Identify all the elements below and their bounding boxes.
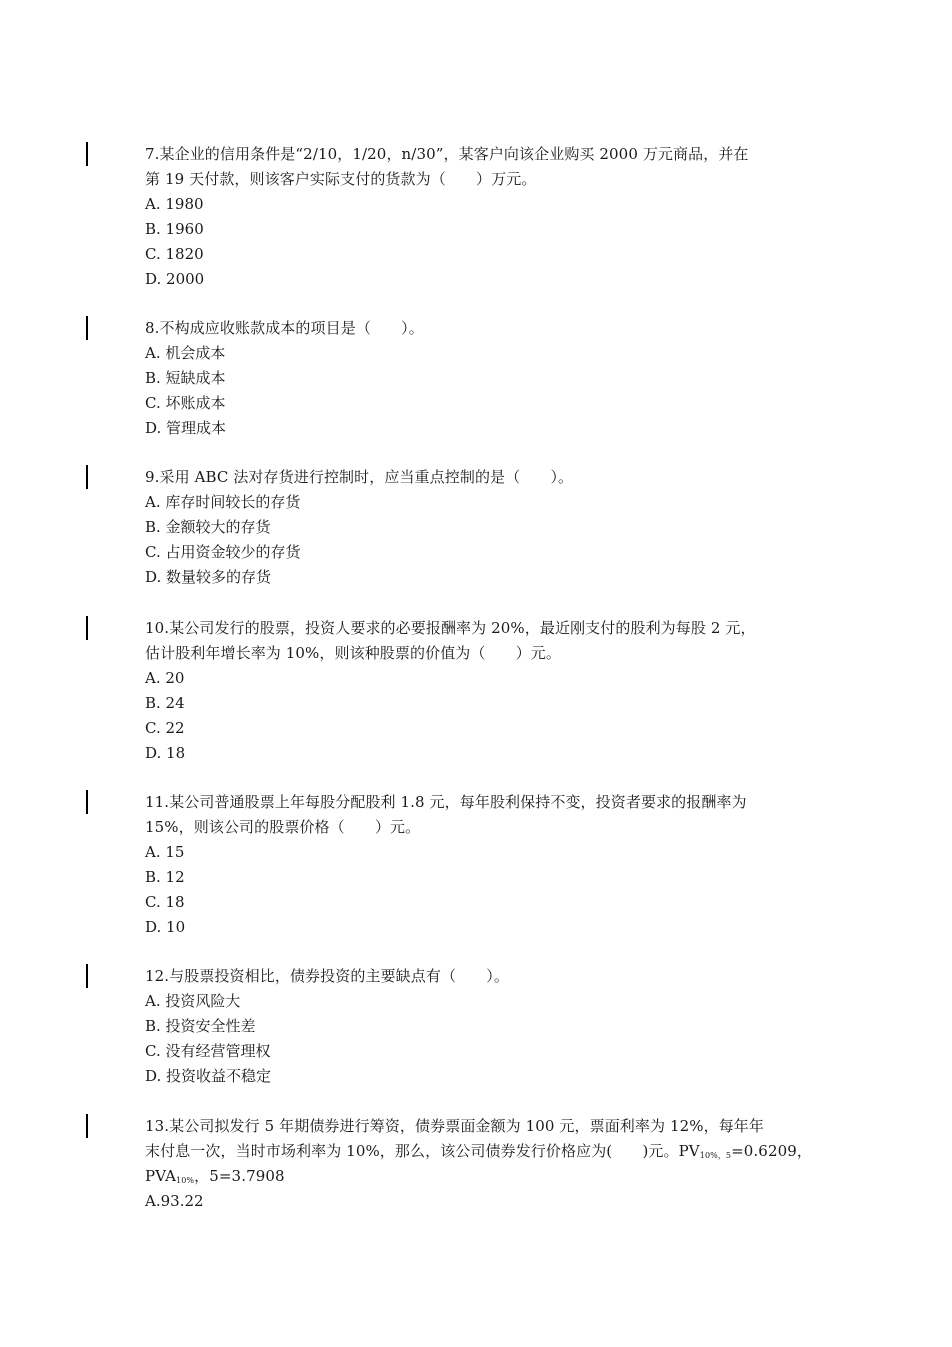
margin-bar (86, 964, 88, 988)
question-8 (145, 316, 825, 441)
question-text-line: 估计股利年增长率为 10%，则该种股票的价值为（ ）元。 (145, 644, 562, 662)
text-segment: =0.6209， (731, 1142, 812, 1160)
question-text-line (145, 1164, 825, 1189)
option-b: B. 短缺成本 (145, 369, 226, 387)
margin-bar (86, 465, 88, 489)
margin-bar (86, 1114, 88, 1138)
question-text-line: 第 19 天付款，则该客户实际支付的货款为（ ）万元。 (145, 170, 537, 188)
question-text-line: 10.某公司发行的股票，投资人要求的必要报酬率为 20%，最近刚支付的股利为每股 2 元， (145, 619, 756, 637)
option-b: B. 24 (145, 694, 185, 712)
subscript: 10%，5 (699, 1151, 732, 1160)
question-text-line: 13.某公司拟发行 5 年期债券进行筹资，债券票面金额为 100 元，票面利率为 12%，每年年 (145, 1117, 765, 1135)
text-segment: ，5=3.7908 (194, 1167, 285, 1185)
option-c: C. 没有经营管理权 (145, 1042, 271, 1060)
margin-bar (86, 790, 88, 814)
question-11 (145, 790, 825, 940)
question-text-line (145, 1139, 825, 1164)
option-c: C. 1820 (145, 245, 204, 263)
option-a: A. 15 (145, 843, 185, 861)
question-text-line: 8.不构成应收账款成本的项目是（ ）。 (145, 319, 424, 337)
option-c: C. 占用资金较少的存货 (145, 543, 301, 561)
option-b: B. 投资安全性差 (145, 1017, 256, 1035)
question-9 (145, 465, 825, 590)
option-a: A. 机会成本 (145, 344, 226, 362)
question-text-line: 7.某企业的信用条件是“2/10，1/20，n/30”，某客户向该企业购买 2000 万元商品，并在 (145, 145, 749, 163)
question-12 (145, 964, 825, 1089)
text-segment: PVA (145, 1167, 177, 1185)
option-a: A.93.22 (145, 1192, 204, 1210)
option-d: D. 管理成本 (145, 419, 227, 437)
question-text-line: 15%，则该公司的股票价格（ ）元。 (145, 818, 421, 836)
option-c: C. 22 (145, 719, 185, 737)
option-a: A. 投资风险大 (145, 992, 241, 1010)
option-b: B. 金额较大的存货 (145, 518, 271, 536)
option-c: C. 坏账成本 (145, 394, 226, 412)
question-7 (145, 142, 825, 292)
option-d: D. 数量较多的存货 (145, 568, 272, 586)
option-d: D. 18 (145, 744, 186, 762)
option-d: D. 2000 (145, 270, 205, 288)
margin-bar (86, 316, 88, 340)
question-text-line: 12.与股票投资相比，债券投资的主要缺点有（ ）。 (145, 967, 509, 985)
option-c: C. 18 (145, 893, 185, 911)
margin-bar (86, 616, 88, 640)
option-a: A. 1980 (145, 195, 204, 213)
option-d: D. 投资收益不稳定 (145, 1067, 272, 1085)
text-segment: 末付息一次，当时市场利率为 10%，那么，该公司债券发行价格应为( )元。PV (145, 1142, 700, 1160)
option-a: A. 库存时间较长的存货 (145, 493, 301, 511)
option-a: A. 20 (145, 669, 185, 687)
question-10 (145, 616, 825, 766)
option-b: B. 1960 (145, 220, 204, 238)
option-b: B. 12 (145, 868, 185, 886)
margin-bar (86, 142, 88, 166)
question-text-line: 9.采用 ABC 法对存货进行控制时，应当重点控制的是（ ）。 (145, 468, 574, 486)
question-text-line: 11.某公司普通股票上年每股分配股利 1.8 元，每年股利保持不变，投资者要求的报酬率为 (145, 793, 747, 811)
subscript: 10% (176, 1176, 195, 1185)
option-d: D. 10 (145, 918, 186, 936)
question-13 (145, 1114, 825, 1214)
